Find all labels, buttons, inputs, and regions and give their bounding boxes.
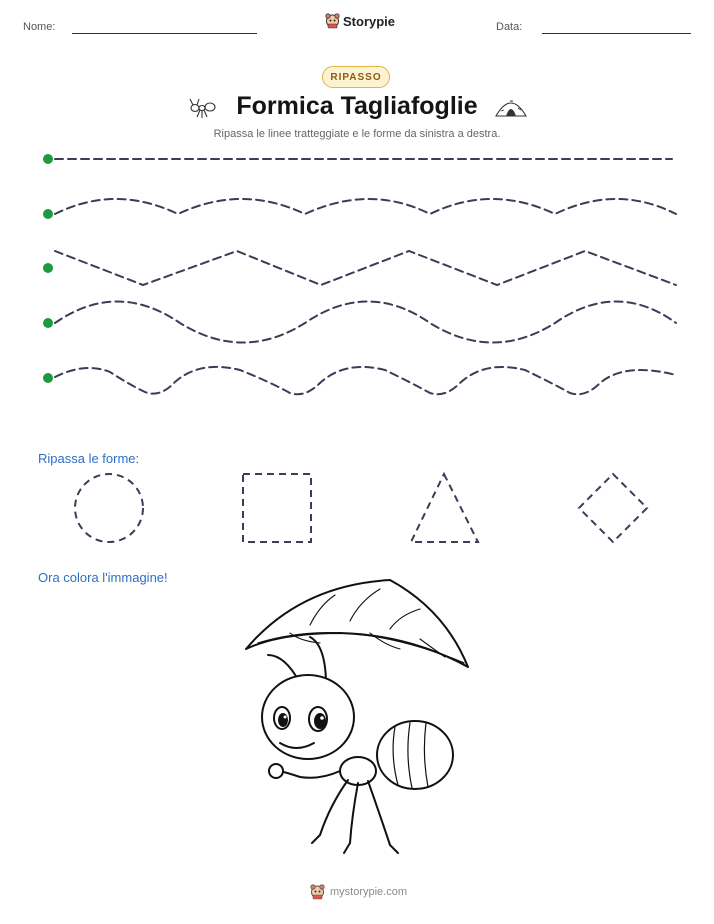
coloring-label: Ora colora l'immagine! [38, 570, 168, 585]
circle-icon[interactable] [75, 474, 143, 542]
shapes-row [0, 470, 714, 550]
start-dot [43, 209, 53, 219]
footer-url[interactable]: mystorypie.com [330, 886, 408, 898]
date-label: Data: [496, 21, 523, 33]
shapes-label: Ripassa le forme: [38, 451, 140, 466]
footer [310, 884, 407, 900]
brand-logo [325, 13, 395, 29]
date-field[interactable] [542, 33, 691, 34]
tracing-line-zigzag[interactable] [55, 251, 676, 285]
tracing-line-loops[interactable] [55, 367, 676, 394]
diamond-icon[interactable] [579, 474, 647, 542]
ant-coloring-illustration[interactable] [240, 575, 480, 865]
tracing-area [0, 140, 714, 400]
triangle-icon[interactable] [411, 474, 478, 542]
brand-name: Storypie [343, 13, 396, 29]
tracing-line-bumps[interactable] [55, 199, 676, 214]
page-subtitle: Ripassa le linee tratteggiate e le forme da sinistra a destra. [213, 128, 501, 140]
square-icon[interactable] [243, 474, 311, 542]
page-title: Formica Tagliafoglie [236, 92, 478, 120]
start-dot [43, 373, 53, 383]
name-field[interactable] [72, 33, 257, 34]
start-dot [43, 318, 53, 328]
name-label: Nome: [23, 21, 56, 33]
tracing-line-wave[interactable] [55, 302, 676, 343]
ant-icon [188, 96, 218, 120]
anthill-icon [495, 96, 527, 118]
mascot-icon [325, 13, 340, 29]
start-dot [43, 263, 53, 273]
start-dot [43, 154, 53, 164]
review-badge: RIPASSO [322, 66, 390, 88]
mascot-icon [310, 884, 325, 900]
